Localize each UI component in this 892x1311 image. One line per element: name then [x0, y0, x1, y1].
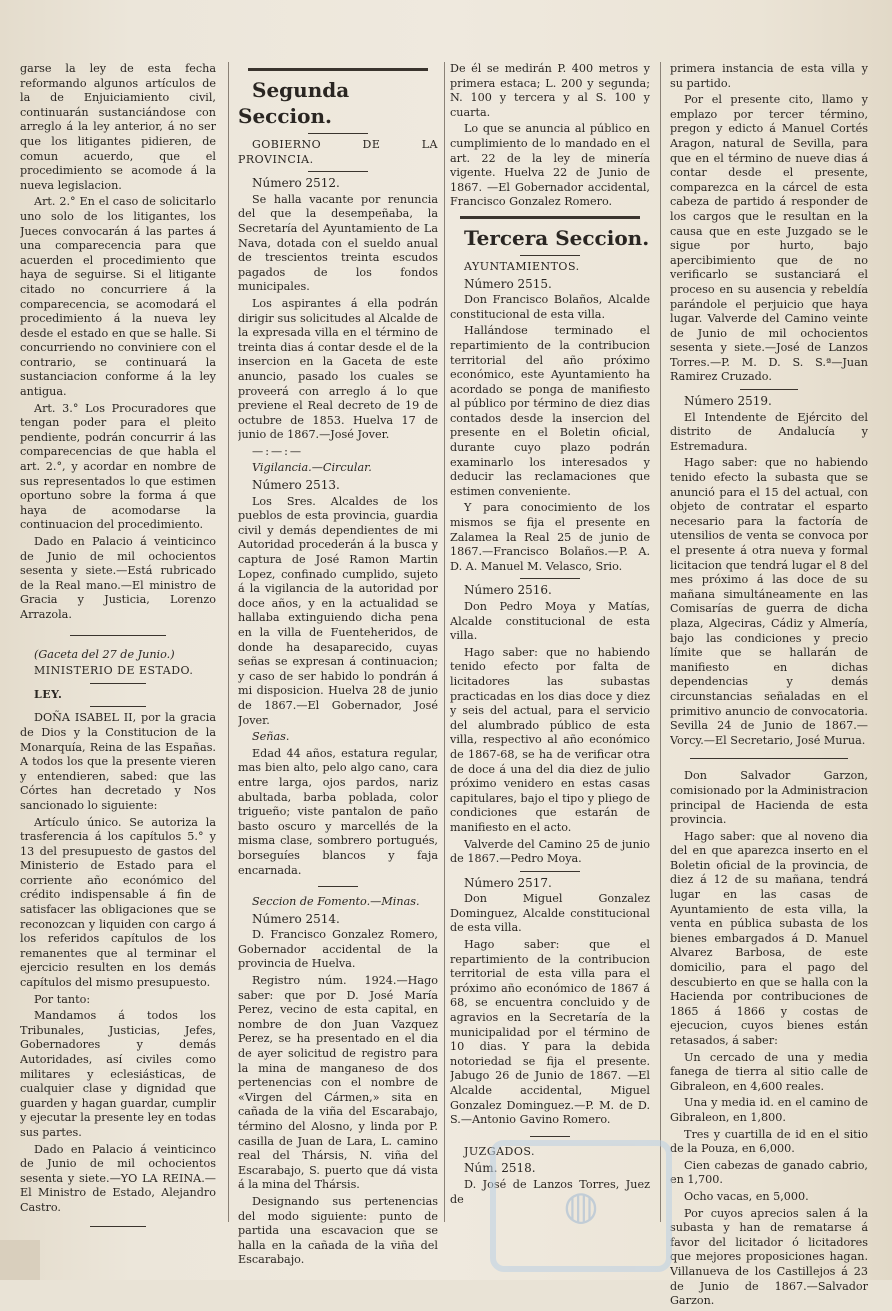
paragraph: primera instancia de esta villa y su partido.	[670, 62, 868, 90]
column-rule	[228, 62, 229, 1222]
paragraph: Por cuyos aprecios salen á la subasta y han de rematarse á favor del licitador ó licitadores que mejores proposiciones hagan. Villanueva de los Castillejos á 23 de Junio de 1867.—Salvador Garzon.	[670, 1206, 868, 1308]
paragraph: Hago saber: que el repartimiento de la contribucion territorial de esta villa para el próximo año económico de 1867 á 68, se encuentra concluido y de agravios en la Secretaría de la municipalidad por el término de 10 dias. Y para la debida notoriedad se fija el presente. Jabugo 26 de Junio de 1867. —El Alcalde accidental, Miguel Gonzalez Dominguez.—P. M. de D. S.—Antonio Gavino Romero.	[450, 938, 650, 1127]
paragraph: Los aspirantes á ella podrán dirigir sus solicitudes al Alcalde de la expresada villa en el término de treinta dias á contar desde el de la insercion en la Gaceta de este anuncio, pasado los cuales se proveerá con arreglo á lo que previene el Real decreto de 19 de octubre de 1853. Huelva 17 de junio de 1867.—José Jover.	[238, 296, 438, 442]
paragraph: Por el presente cito, llamo y emplazo por tercer término, pregon y edicto á Manuel Cortés Aragon, natural de Sevilla, para que en el término de nueve dias á contar desde el presente, comparezca en la cárcel de esta cabeza de partido á responder de los cargos que le resultan en la causa que en este Juzgado se le sigue por hurto, bajo apercibimiento que de no verificarlo se sustanciará el proceso en su ausencia y rebeldía parándole el perjuicio que haya lugar. Valverde del Camino veinte de Junio de mil ochocientos sesenta y siete.—José de Lanzos Torres.—P. M. D. S. S.ª—Juan Ramirez Cruzado.	[670, 93, 868, 384]
column-4	[670, 62, 868, 1311]
paragraph: D. Francisco Gonzalez Romero, Gobernador accidental de la provincia de Huelva.	[238, 928, 438, 971]
divider	[248, 68, 428, 71]
column-rule	[660, 62, 661, 1222]
paragraph: Art. 3.° Los Procuradores que tengan poder para el pleito pendiente, podrán concurrir á las comparecencias de que habla el art. 2.°, y acordar en nombre de sus representados lo que estimen oportuno sobre la forma á que haya de acomodarse la continuacion del procedimiento.	[20, 401, 216, 532]
paragraph: D. José de Lanzos Torres, Juez de	[450, 1177, 650, 1206]
paragraph: De él se medirán P. 400 metros y primera estaca; L. 200 y segunda; N. 100 y tercera y al S. 100 y cuarta.	[450, 62, 650, 119]
ministerio-heading: MINISTERIO DE ESTADO.	[34, 664, 194, 678]
subheading: Señas.	[252, 730, 290, 744]
notice-number: Número 2514.	[252, 911, 340, 926]
paragraph: Art. 2.° En el caso de solicitarlo uno solo de los litigantes, los Jueces convocarán á las partes á una comparecencia para que acuerden el procedimiento que haya de seguirse. Si el litigante citado no concurriere á la comparecencia, se acomodará el procedimiento á la nueva ley desde el estado en que se halle. Si concurriendo no conviniere con el contrario, se continuará la sustanciacion conforme á la ley antigua.	[20, 195, 216, 399]
paragraph: Don Francisco Bolaños, Alcalde constitucional de esta villa.	[450, 293, 650, 321]
column-2	[238, 62, 438, 1270]
gobierno-heading: GOBIERNO DE LA PROVINCIA.	[238, 138, 438, 166]
notice-number: Número 2512.	[252, 176, 340, 191]
divider	[318, 886, 358, 887]
section-title: Segunda Seccion.	[238, 78, 350, 128]
section-title: Tercera Seccion.	[464, 225, 650, 250]
ayuntamientos-heading: AYUNTAMIENTOS.	[464, 259, 580, 273]
divider	[520, 871, 580, 872]
divider	[690, 758, 848, 759]
divider	[520, 578, 580, 579]
column-rule	[444, 62, 445, 1222]
paragraph: Ocho vacas, en 5,000.	[684, 1189, 809, 1203]
divider	[70, 635, 166, 636]
paragraph: Cien cabezas de ganado cabrio, en 1,700.	[670, 1158, 868, 1187]
notice-number: Número 2517.	[464, 875, 552, 890]
page-corner	[0, 1240, 40, 1280]
paragraph: Hago saber: que al noveno dia del en que aparezca inserto en el Boletin oficial de la provincia, de diez á 12 de su mañana, tendrá lugar en las casas de Ayuntamiento de esta villa, la venta en pública subasta de los bienes embargados á D. Manuel Alvarez Barbosa, de este domicilio, para el pago del descubierto en que se halla con la Hacienda por contribuciones de 1865 á 1866 y costas de ejecucion, cuyos bienes están retasados, á saber:	[670, 829, 868, 1047]
paragraph: Un cercado de una y media fanega de tierra al sitio calle de Gibraleon, en 4,600 reales.	[670, 1050, 868, 1093]
divider	[90, 683, 146, 684]
paragraph: Lo que se anuncia al público en cumplimiento de lo mandado en el art. 22 de la ley de minería vigente. Huelva 22 de Junio de 1867. —El Gobernador accidental, Francisco Gonzalez Romero.	[450, 122, 650, 209]
paragraph: Tres y cuartilla de id en el sitio de la Pouza, en 6,000.	[670, 1127, 868, 1156]
library-stamp-watermark: ◍	[490, 1140, 672, 1272]
paragraph: Valverde del Camino 25 de junio de 1867.—Pedro Moya.	[450, 837, 650, 866]
paragraph: Dado en Palacio á veinticinco de Junio de mil ochocientos sesenta y siete.—Está rubricado de la Real mano.—El ministro de Gracia y Justicia, Lorenzo Arrazola.	[20, 535, 216, 621]
paragraph: Edad 44 años, estatura regular, mas bien alto, pelo algo cano, cara entre larga, ojos pardos, nariz abultada, barba poblada, color trigueño; viste pantalon de paño basto oscuro y marcellés de la misma clase, sombrero portugués, borseguíes blancos y faja encarnada.	[238, 746, 438, 877]
paragraph: Don Pedro Moya y Matías, Alcalde constitucional de esta villa.	[450, 600, 650, 643]
divider	[460, 216, 640, 219]
paragraph: Dado en Palacio á veinticinco de Junio de mil ochocientos sesenta y siete.—YO LA REINA.—El Ministro de Estado, Alejandro Castro.	[20, 1142, 216, 1214]
divider	[530, 1136, 570, 1137]
notice-number: Número 2513.	[252, 478, 340, 493]
paragraph: Artículo único. Se autoriza la trasferencia á los capítulos 5.° y 13 del presupuesto de gastos del Ministerio de Estado para el corriente año económico del crédito indispensable á fin de satisfacer las obligaciones que se reconozcan y liquiden con cargo á los referidos capítulos de los remanentes que al terminar el ejercicio resulten en los demás capítulos del mismo presupuesto.	[20, 815, 216, 990]
notice-number: Número 2519.	[684, 394, 772, 409]
notice-number: Núm. 2518.	[464, 1161, 536, 1176]
gaceta-note: (Gaceta del 27 de Junio.)	[34, 647, 175, 661]
column-3	[450, 62, 650, 1209]
paragraph: Por tanto:	[34, 992, 91, 1006]
paragraph: Y para conocimiento de los mismos se fija el presente en Zalamea la Real 25 de junio de 1867.—Francisco Bolaños.—P. A. D. A. Manuel M. Velasco, Srio.	[450, 501, 650, 573]
paragraph: Los Sres. Alcaldes de los pueblos de esta provincia, guardia civil y demás dependientes de mi Autoridad procederán á la busca y captura de José Ramon Martin Lopez, confinado cumplido, sujeto á la vigilancia de la autoridad por doce años, y en la actualidad se hallaba extinguiendo dicha pena en la villa de Fuenteheridos, de donde ha desaparecido, cuyas señas se expresan á continuacion; y caso de ser habido lo pondrán á mi disposicion. Huelva 28 de junio de 1867.—El Gobernador, José Jover.	[238, 494, 438, 727]
paragraph: Se halla vacante por renuncia del que la desempeñaba, la Secretaría del Ayuntamiento de La Nava, dotada con el sueldo anual de trescientos treinta escudos pagados de los fondos municipales.	[238, 192, 438, 294]
divider	[90, 706, 146, 707]
divider	[308, 133, 368, 134]
paragraph: garse la ley de esta fecha reformando algunos artículos de la de Enjuiciamiento civil, continuarán sustanciándose con arreglo á la ley anterior, á no ser que los litigantes pidieren, de comun acuerdo, que el procedimiento se acomode á la nueva legislacion.	[20, 62, 216, 192]
column-1	[20, 62, 216, 1231]
subheading: Seccion de Fomento.—Minas.	[252, 895, 420, 909]
notice-number: Número 2515.	[464, 276, 552, 291]
paragraph: DOÑA ISABEL II, por la gracia de Dios y la Constitucion de la Monarquía, Reina de las Españas. A todos los que la presente vieren y entendieren, sabed: que las Córtes han decretado y Nos sancionado lo siguiente:	[20, 711, 216, 812]
paragraph: Don Salvador Garzon, comisionado por la Administracion principal de Hacienda de esta provincia.	[670, 769, 868, 827]
divider	[520, 255, 580, 256]
paragraph: Mandamos á todos los Tribunales, Justicias, Jefes, Gobernadores y demás Autoridades, así civiles como militares y eclesiásticas, de cualquier clase y dignidad que guarden y hagan guardar, cumplir y ejecutar la presente ley en todas sus partes.	[20, 1009, 216, 1139]
paragraph: Designando sus pertenencias del modo siguiente: punto de partida una escavacion que se halla en la cañada de la viña del Escarabajo.	[238, 1194, 438, 1267]
paragraph: Hago saber: que no habiendo tenido efecto por falta de licitadores las subastas practicadas en los dias doce y diez y seis del actual, para el servicio del alumbrado público de esta villa, respectivo al año económico de 1867-68, se ha de verificar otra de doce á una del dia diez de julio próximo venidero en estas casas capitulares, bajo el tipo y pliego de condiciones que estarán de manifiesto en el acto.	[450, 645, 650, 834]
paragraph: Una y media id. en el camino de Gibraleon, en 1,800.	[670, 1096, 868, 1124]
paragraph: Don Miguel Gonzalez Dominguez, Alcalde constitucional de esta villa.	[450, 892, 650, 935]
separator: —:—:—	[252, 444, 304, 458]
divider	[90, 1226, 146, 1227]
juzgados-heading: JUZGADOS.	[464, 1144, 536, 1158]
paragraph: Registro núm. 1924.—Hago saber: que por D. José María Perez, vecino de esta capital, en nombre de don Juan Vazquez Perez, se ha presentado en el dia de ayer solicitud de registro para la mina de manganeso de dos pertenencias con el nombre de «Virgen del Cármen,» sita en cañada de la viña del Escarabajo, término del Alosno, y linda por P. casilla de Juan de Lara, L. camino real del Thársis, N. viña del Escarabajo, S. puerto que dá vista á la mina del Thársis.	[238, 974, 438, 1192]
notice-number: Número 2516.	[464, 583, 552, 598]
divider	[308, 171, 368, 172]
paragraph: Hallándose terminado el repartimiento de la contribucion territorial del año próximo económico, este Ayuntamiento ha acordado se ponga de manifiesto al público por término de diez dias contados desde la insercion del presente en el Boletin oficial, durante cuyo plazo podrán examinarlo los interesados y deducir las reclamaciones que estimen conveniente.	[450, 324, 650, 498]
paragraph: El Intendente de Ejército del distrito de Andalucía y Estremadura.	[670, 410, 868, 453]
ley-heading: LEY.	[34, 687, 63, 701]
paragraph: Hago saber: que no habiendo tenido efecto la subasta que se anunció para el 15 del actual, con objeto de contratar el esparto necesario para la factoría de utensilios de venta se convoca por el presente á otra nueva y formal licitacion que tendrá lugar el 8 del mes próximo á las doce de su mañana simultáneamente en las Comisarías de guerra de dicha plaza, Algeciras, Cádiz y Almería, bajo las condiciones y precio límite que se hallarán de manifiesto en dichas dependencias y demás circunstancias señaladas en el primitivo anuncio de convocatoria. Sevilla 24 de Junio de 1867.—Vorcy.—El Secretario, José Murua.	[670, 456, 868, 747]
divider	[740, 389, 798, 390]
subheading: Vigilancia.—Circular.	[252, 461, 372, 475]
